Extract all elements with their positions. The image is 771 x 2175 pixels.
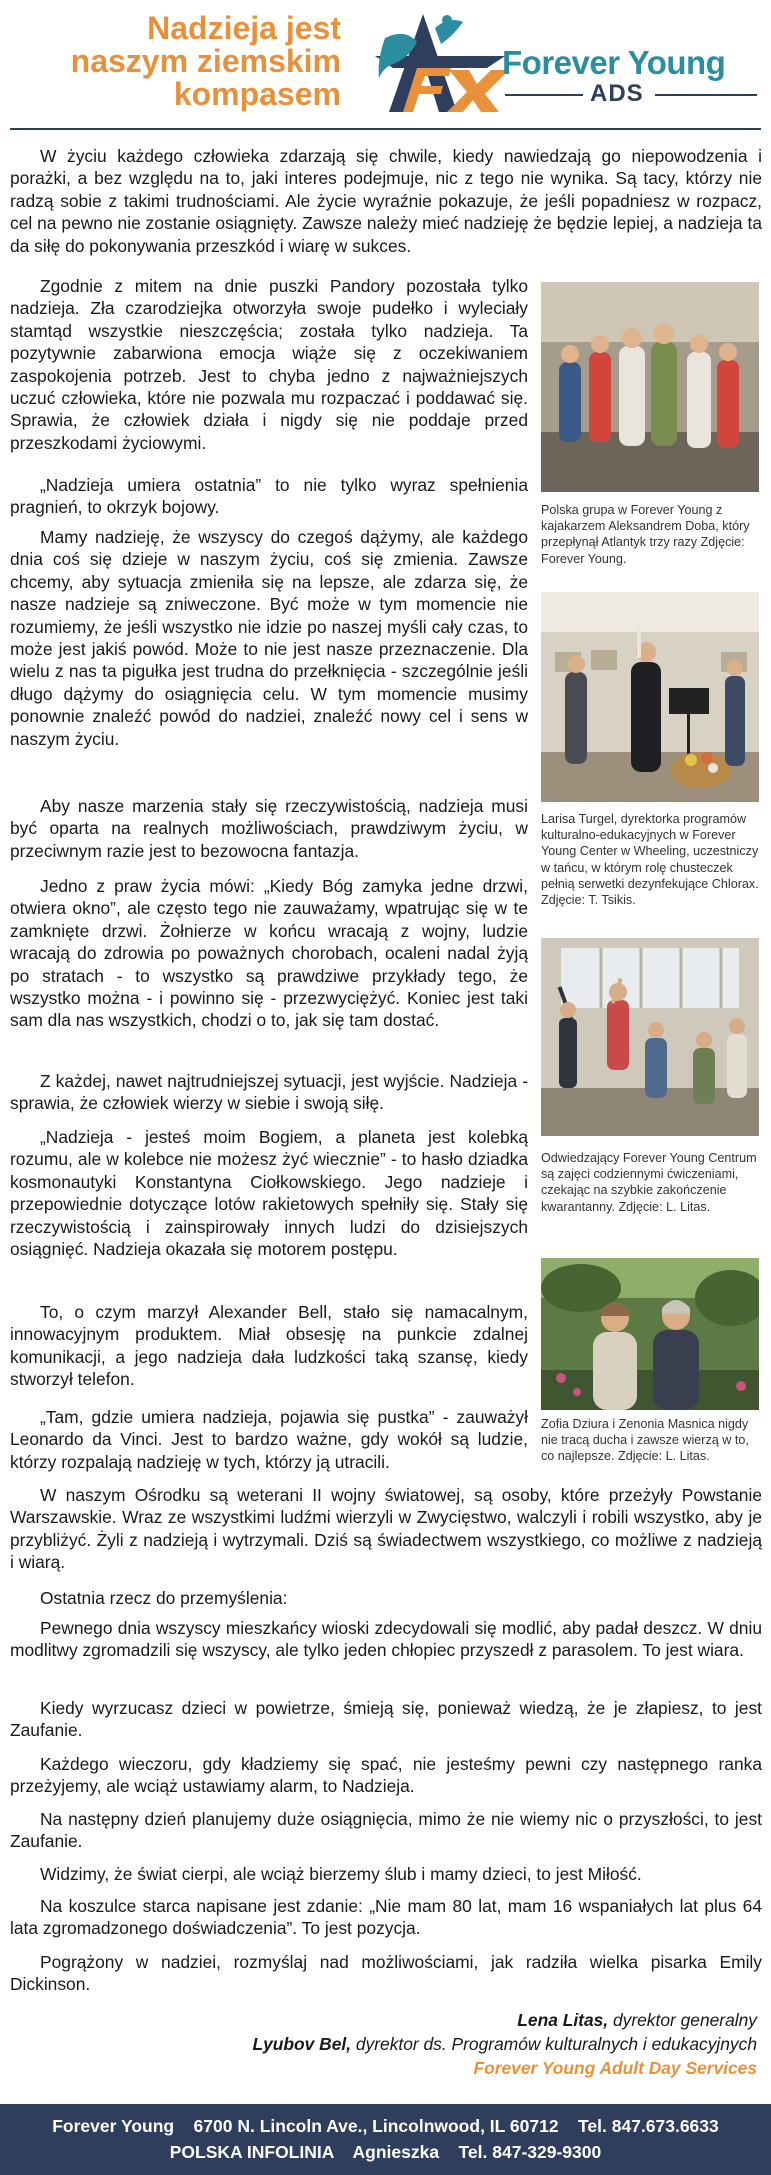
logo-emblem-icon xyxy=(365,8,515,123)
paragraph: Na następny dzień planujemy duże osiągnięcia, mimo że nie wiemy nic o przyszłości, to jest Zaufanie. xyxy=(10,1809,762,1852)
logo-ads: ADS xyxy=(590,80,644,107)
photo-exercise xyxy=(541,938,759,1136)
photo-caption: Zofia Dziura i Zenonia Masnica nigdy nie tracą ducha i zawsze wierzą w to, co najlepsze. Zdjęcie: L. Litas. xyxy=(541,1417,749,1464)
title-line: naszym ziemskim xyxy=(70,43,341,79)
paragraph: „Nadzieja umiera ostatnia” to nie tylko wyraz spełnienia pragnień, to okrzyk bojowy. xyxy=(10,475,528,518)
logo-divider xyxy=(505,94,583,96)
photo-dance-image xyxy=(541,592,759,802)
forever-young-logo xyxy=(365,8,765,123)
photo-caption: Larisa Turgel, dyrektorka programów kulturalno-edukacyjnych w Forever Young Center w Wheeling, uczestniczy w tańcu, w którym rolę chusteczek pełnią serwetki dezynfekujące Chlorax. Zdjęcie: T. Tsikis. xyxy=(541,812,759,908)
photo-two-women-image xyxy=(541,1258,759,1410)
paragraph: Zgodnie z mitem na dnie puszki Pandory pozostała tylko nadzieja. Zła czarodziejka otworzyła swoje pudełko i wyleciały stamtąd wszystkie nieszczęścia; została tylko nadzieja. Ta pozytywnie zabarwiona emocja wiąże się z oczekiwaniem zaspokojenia potrzeb. Jest to chyba jedno z najważniejszych uczuć człowieka, które nie pozwala mu rozpaczać i poddawać się. Sprawia, że człowiek działa i nigdy się nie poddaje przed przeszkodami życiowymi. xyxy=(10,276,528,453)
signature-organization: Forever Young Adult Day Services xyxy=(473,2058,757,2078)
footer-contact-bar xyxy=(0,2104,771,2175)
logo-name: Forever Young xyxy=(502,44,726,81)
signature-role: dyrektor generalny xyxy=(608,2010,757,2030)
title-line: Nadzieja jest xyxy=(147,10,341,46)
header xyxy=(0,0,771,128)
photo-group-image xyxy=(541,282,759,492)
signature-role: dyrektor ds. Programów kulturalnych i edukacyjnych xyxy=(351,2034,757,2054)
paragraph: Pewnego dnia wszyscy mieszkańcy wioski zdecydowali się modlić, aby padał deszcz. W dniu modlitwy zgromadzili się wszyscy, ale tylko jeden chłopiec przyszedł z parasolem. To jest wiara. xyxy=(10,1618,762,1661)
article-title xyxy=(11,12,341,111)
paragraph: Mamy nadzieję, że wszyscy do czegoś dążymy, ale każdego dnia coś się dzieje w naszym życiu, coś się zmienia. Zawsze chcemy, aby sytuacja zmieniła się na lepsze, ale zdarza się, że nasze nadzieje są zniweczone. Być może w tym momencie nie rozumiemy, że jeśli wszystko nie idzie po naszej myśli cały czas, to może jest jakiś powód. Może to nie jest nasze przeznaczenie. Dla wielu z nas ta pigułka jest trudna do przełknięcia - szczególnie jeśli długo dążymy do osiągnięcia celu. W tym momencie musimy ponownie znaleźć powód do nadziei, znaleźć nowy cel i sens w naszym życiu. xyxy=(10,527,528,749)
paragraph: W życiu każdego człowieka zdarzają się chwile, kiedy nawiedzają go niepowodzenia i porażki, a bez względu na to, jaki interes podejmuje, nic z tego nie wynika. Są tacy, którzy nie radzą sobie z takimi trudnościami. Ale życie wyraźnie pokazuje, że jeśli popadniesz w rozpacz, cel na pewno nie zostanie osiągnięty. Zawsze należy mieć nadzieję że będzie lepiej, a nadzieja ta da siłę do pokonywania przeszkód i wiarę w sukces. xyxy=(10,146,762,256)
photo-caption: Polska grupa w Forever Young z kajakarzem Aleksandrem Doba, który przepłynął Atlantyk trzy razy Zdjęcie: Forever Young. xyxy=(541,503,750,566)
photo-caption: Odwiedzający Forever Young Centrum są zajęci codziennymi ćwiczeniami, czekając na szybkie zakończenie kwarantanny. Zdjęcie: L. Litas. xyxy=(541,1151,757,1214)
signature-name: Lena Litas, xyxy=(517,2010,609,2030)
paragraph: Jedno z praw życia mówi: „Kiedy Bóg zamyka jedne drzwi, otwiera okno”, ale często tego nie zauważamy, wpatrując się w te zamknięte drzwi. Żołnierze w końcu wracają z wojny, ludzie wracają do zdrowia po poważnych chorobach, ocaleni nadal żyją po stratach - to wszystko są prawdziwe przykłady tego, że wszystko można - i powinno się - przezwyciężyć. Koniec jest taki sam dla nas wszystkich, chodzi o to, jak się tam dostać. xyxy=(10,876,528,1031)
paragraph: Pogrążony w nadziei, rozmyślaj nad możliwościami, jak radziła wielka pisarka Emily Dickinson. xyxy=(10,1952,762,1995)
title-line: kompasem xyxy=(173,76,341,112)
photo-dance xyxy=(541,592,759,802)
paragraph: To, o czym marzył Alexander Bell, stało się namacalnym, innowacyjnym produktem. Miał obsesję na punkcie zdalnej komunikacji, a jego nadzieja dała ludzkości taką szansę, kiedy stworzył telefon. xyxy=(10,1302,528,1390)
paragraph: W naszym Ośrodku są weterani II wojny światowej, są osoby, które przeżyły Powstanie Warszawskie. Wraz ze wszystkimi ludźmi wierzyli w Zwycięstwo, walczyli i robili wszystko, aby je przybliżyć. Żyli z nadzieją i wytrzymali. Dziś są świadectwem wszystkiego, co możliwe z nadzieją i wiarą. xyxy=(10,1485,762,1573)
paragraph: Na koszulce starca napisane jest zdanie: „Nie mam 80 lat, mam 16 wspaniałych lat plus 64 lata zgromadzonego doświadczenia”. To jest pozycja. xyxy=(10,1896,762,1939)
photo-two-women xyxy=(541,1258,759,1410)
paragraph: Każdego wieczoru, gdy kładziemy się spać, nie jesteśmy pewni czy następnego ranka przeżyjemy, ale wciąż ustawiamy alarm, to Nadzieja. xyxy=(10,1754,762,1797)
footer-address: Forever Young 6700 N. Lincoln Ave., Lincolnwood, IL 60712 Tel. 847.673.6633 xyxy=(52,2116,719,2136)
header-rule xyxy=(10,128,761,130)
paragraph: Kiedy wyrzucasz dzieci w powietrze, śmieją się, ponieważ wiedzą, że je złapiesz, to jest Zaufanie. xyxy=(10,1698,762,1741)
paragraph: „Tam, gdzie umiera nadzieja, pojawia się pustka” - zauważył Leonardo da Vinci. Jest to bardzo ważne, gdy wokół są ludzie, którzy rozpalają nadzieję w tych, którzy ją utracili. xyxy=(10,1407,528,1472)
photo-exercise-image xyxy=(541,938,759,1136)
photo-group-doba xyxy=(541,282,759,492)
paragraph: Z każdej, nawet najtrudniejszej sytuacji, jest wyjście. Nadzieja - sprawia, że człowiek wierzy w siebie i swoją siłę. xyxy=(10,1071,528,1114)
logo-divider xyxy=(655,94,757,96)
paragraph: „Nadzieja - jesteś moim Bogiem, a planeta jest kolebką rozumu, ale w kolebce nie możesz żyć wiecznie” - to hasło dziadka kosmonautyki Konstantyna Ciołkowskiego. Jego nadzieje i przepowiednie dotyczące lotów rakietowych spełniły się. Stały się rzeczywistością i zainspirowały innych ludzi do dzisiejszych osiągnięć. Nadzieja okazała się motorem postępu. xyxy=(10,1127,528,1260)
footer-hotline: POLSKA INFOLINIA Agnieszka Tel. 847-329-9300 xyxy=(169,2142,602,2162)
paragraph: Aby nasze marzenia stały się rzeczywistością, nadzieja musi być oparta na realnych możliwościach, prawdziwym życiu, w przeciwnym razie jest to bezowocna fantazja. xyxy=(10,796,528,861)
signature-block xyxy=(252,2008,757,2080)
signature-line xyxy=(252,2032,757,2056)
paragraph: Widzimy, że świat cierpi, ale wciąż bierzemy ślub i mamy dzieci, to jest Miłość. xyxy=(40,1864,642,1884)
signature-line xyxy=(252,2008,757,2032)
signature-name: Lyubov Bel, xyxy=(252,2034,352,2054)
paragraph: Ostatnia rzecz do przemyślenia: xyxy=(40,1588,288,1608)
